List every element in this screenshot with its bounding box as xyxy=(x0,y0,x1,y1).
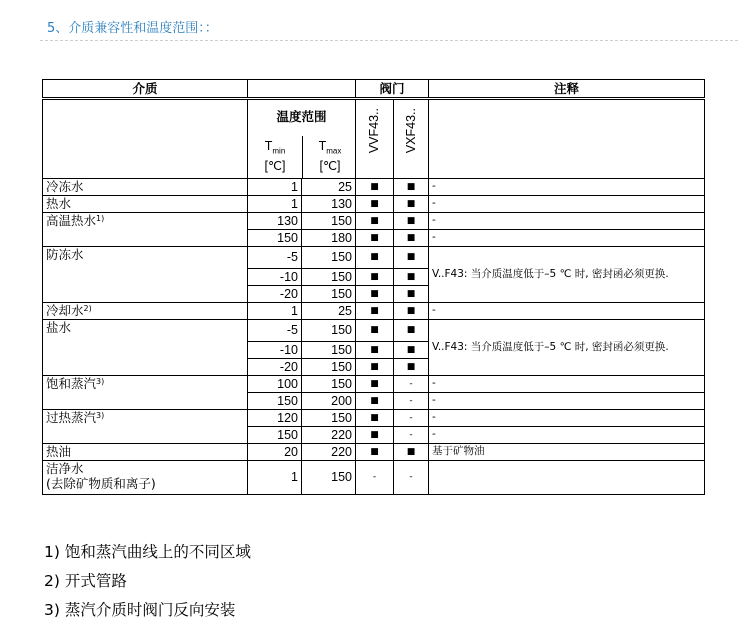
cell-medium xyxy=(43,376,248,410)
cell-vxf: ■ xyxy=(394,342,429,359)
tmax-symbol: T xyxy=(318,139,327,153)
cell-note: 基于矿物油 xyxy=(429,444,705,461)
cell-medium xyxy=(43,461,248,495)
cell-medium xyxy=(43,213,248,247)
cell-vvf: ■ xyxy=(356,393,394,410)
medium-name-detail: (去除矿物质和离子) xyxy=(46,476,156,491)
table-row xyxy=(43,444,705,461)
cell-vxf: ■ xyxy=(394,359,429,376)
cell-tmin: 130 xyxy=(248,213,302,230)
cell-note: - xyxy=(429,230,705,247)
cell-tmin: -5 xyxy=(248,320,302,342)
medium-name: 洁净水 xyxy=(46,461,84,476)
section-title: 5、介质兼容性和温度范围：： xyxy=(47,21,218,36)
cell-note: V..F43: 当介质温度低于–5 ℃ 时, 密封函必须更换. xyxy=(429,247,705,303)
table-row xyxy=(43,320,705,342)
temp-range-label: 温度范围 xyxy=(276,109,327,124)
medium-name: 冷却水 xyxy=(46,303,84,318)
cell-vvf: ■ xyxy=(356,303,394,320)
cell-vxf: - xyxy=(394,461,429,495)
cell-tmax: 150 xyxy=(302,376,356,393)
section-divider xyxy=(40,40,738,41)
cell-tmax: 200 xyxy=(302,393,356,410)
subheader-temp xyxy=(248,99,356,179)
cell-tmax: 25 xyxy=(302,303,356,320)
footnote-3: 3) 蒸汽介质时阀门反向安装 xyxy=(44,601,236,619)
cell-tmin: -10 xyxy=(248,342,302,359)
cell-tmax: 150 xyxy=(302,342,356,359)
table-row xyxy=(43,213,705,230)
footnote-ref: 3) xyxy=(96,377,105,386)
cell-note: - xyxy=(429,213,705,230)
table-row xyxy=(43,247,705,269)
cell-vvf: ■ xyxy=(356,213,394,230)
tmin-header xyxy=(248,139,302,174)
cell-tmin: -10 xyxy=(248,269,302,286)
table-header-row xyxy=(43,80,705,99)
cell-vvf: ■ xyxy=(356,410,394,427)
cell-vvf: ■ xyxy=(356,444,394,461)
footnote-2: 2) 开式管路 xyxy=(44,572,127,590)
cell-vvf: ■ xyxy=(356,342,394,359)
table-row xyxy=(43,461,705,495)
table-row xyxy=(43,376,705,393)
cell-tmax: 130 xyxy=(302,196,356,213)
cell-note: - xyxy=(429,303,705,320)
cell-vxf: ■ xyxy=(394,247,429,269)
medium-name: 饱和蒸汽 xyxy=(46,376,97,391)
footnote-ref: 1) xyxy=(96,214,105,223)
cell-note: - xyxy=(429,410,705,427)
cell-vvf: ■ xyxy=(356,269,394,286)
cell-vxf: ■ xyxy=(394,213,429,230)
cell-tmax: 150 xyxy=(302,213,356,230)
footnote-1: 1) 饱和蒸汽曲线上的不同区域 xyxy=(44,543,251,561)
cell-tmin: 1 xyxy=(248,179,302,196)
cell-vvf: ■ xyxy=(356,179,394,196)
cell-tmin: 150 xyxy=(248,230,302,247)
cell-tmax: 220 xyxy=(302,444,356,461)
tmin-symbol: T xyxy=(264,139,273,153)
cell-tmin: 1 xyxy=(248,303,302,320)
cell-tmin: 1 xyxy=(248,196,302,213)
cell-vxf: ■ xyxy=(394,230,429,247)
cell-note: - xyxy=(429,179,705,196)
medium-name: 过热蒸汽 xyxy=(46,410,97,425)
header-valve: 阀门 xyxy=(356,80,429,99)
footnotes xyxy=(44,538,251,625)
cell-vxf: ■ xyxy=(394,303,429,320)
medium-name: 热油 xyxy=(46,444,72,459)
cell-tmax: 150 xyxy=(302,410,356,427)
cell-vxf: - xyxy=(394,410,429,427)
cell-vxf: ■ xyxy=(394,286,429,303)
cell-vvf: ■ xyxy=(356,196,394,213)
table-subheader-row xyxy=(43,99,705,179)
cell-note: V..F43: 当介质温度低于–5 ℃ 时, 密封函必须更换. xyxy=(429,320,705,376)
table-row xyxy=(43,410,705,427)
footnote-ref: 2) xyxy=(83,304,92,313)
cell-vxf: ■ xyxy=(394,196,429,213)
cell-note xyxy=(429,461,705,495)
table-row xyxy=(43,303,705,320)
cell-medium xyxy=(43,444,248,461)
cell-vxf: ■ xyxy=(394,269,429,286)
cell-tmin: -5 xyxy=(248,247,302,269)
cell-vxf: - xyxy=(394,376,429,393)
cell-note: - xyxy=(429,376,705,393)
cell-tmin: 150 xyxy=(248,427,302,444)
cell-tmin: -20 xyxy=(248,286,302,303)
cell-vxf: ■ xyxy=(394,320,429,342)
cell-tmax: 150 xyxy=(302,359,356,376)
cell-vvf: ■ xyxy=(356,376,394,393)
cell-vvf: ■ xyxy=(356,359,394,376)
cell-tmin: -20 xyxy=(248,359,302,376)
table-row xyxy=(43,196,705,213)
cell-tmin: 120 xyxy=(248,410,302,427)
cell-tmax: 150 xyxy=(302,461,356,495)
cell-medium xyxy=(43,320,248,376)
valve-header-vxf xyxy=(394,99,429,179)
tmax-sub: max xyxy=(326,146,342,156)
cell-tmax: 25 xyxy=(302,179,356,196)
cell-tmax: 150 xyxy=(302,269,356,286)
medium-name: 热水 xyxy=(46,196,72,211)
cell-note: - xyxy=(429,427,705,444)
cell-tmin: 1 xyxy=(248,461,302,495)
header-notes: 注释 xyxy=(429,80,705,99)
tmin-sub: min xyxy=(272,146,286,156)
medium-name: 高温热水 xyxy=(46,213,97,228)
cell-vvf: - xyxy=(356,461,394,495)
valve-label-vxf: VXF43.. xyxy=(403,108,418,154)
cell-medium xyxy=(43,303,248,320)
cell-tmax: 220 xyxy=(302,427,356,444)
valve-label-vvf: VVF43.. xyxy=(367,108,381,154)
cell-vvf: ■ xyxy=(356,320,394,342)
cell-tmax: 180 xyxy=(302,230,356,247)
tmin-unit: [℃] xyxy=(264,158,286,173)
subheader-notes-blank xyxy=(429,99,705,179)
medium-name: 冷冻水 xyxy=(46,179,84,194)
cell-vvf: ■ xyxy=(356,427,394,444)
header-medium: 介质 xyxy=(43,80,248,99)
cell-tmax: 150 xyxy=(302,320,356,342)
cell-vvf: ■ xyxy=(356,286,394,303)
cell-vxf: ■ xyxy=(394,179,429,196)
cell-vxf: ■ xyxy=(394,444,429,461)
medium-name: 防冻水 xyxy=(46,247,84,262)
media-compatibility-table xyxy=(42,79,705,495)
table-row xyxy=(43,179,705,196)
cell-tmax: 150 xyxy=(302,286,356,303)
cell-medium xyxy=(43,247,248,303)
cell-vxf: - xyxy=(394,427,429,444)
valve-header-vvf xyxy=(356,99,394,179)
tmax-header xyxy=(303,139,357,174)
medium-name: 盐水 xyxy=(46,320,72,335)
cell-tmin: 100 xyxy=(248,376,302,393)
cell-tmin: 150 xyxy=(248,393,302,410)
cell-medium xyxy=(43,179,248,196)
cell-vvf: ■ xyxy=(356,230,394,247)
tmax-unit: [℃] xyxy=(319,158,341,173)
subheader-medium-blank xyxy=(43,99,248,179)
cell-medium xyxy=(43,196,248,213)
cell-vvf: ■ xyxy=(356,247,394,269)
footnote-ref: 3) xyxy=(96,411,105,420)
cell-medium xyxy=(43,410,248,444)
cell-note: - xyxy=(429,393,705,410)
cell-vxf: - xyxy=(394,393,429,410)
cell-note: - xyxy=(429,196,705,213)
cell-tmin: 20 xyxy=(248,444,302,461)
cell-tmax: 150 xyxy=(302,247,356,269)
header-temp-blank xyxy=(248,80,356,99)
